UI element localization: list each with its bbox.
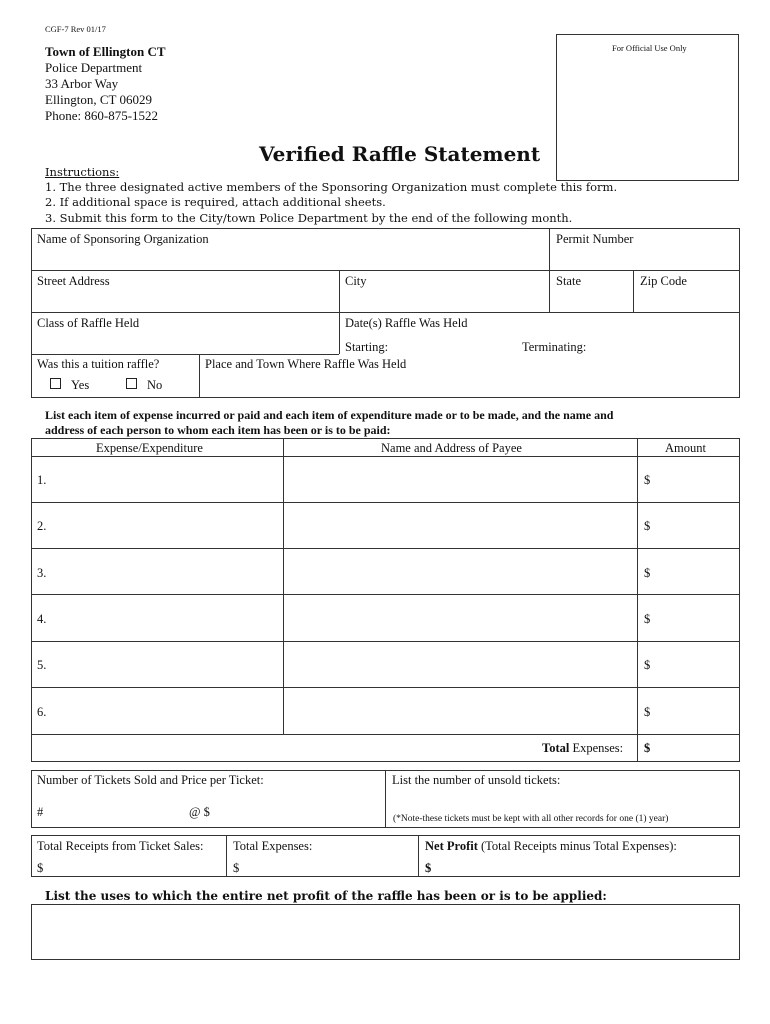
payee-field[interactable] — [284, 642, 636, 686]
net-profit-currency: $ — [425, 861, 432, 875]
street-address-label: Street Address — [37, 274, 110, 288]
raffle-class-field[interactable] — [32, 332, 338, 353]
state-label: State — [556, 274, 581, 288]
currency-symbol: $ — [644, 473, 651, 487]
expense-instruction-line-1: List each item of expense incurred or paid and each item of expenditure made or to be made, and the name and — [45, 408, 614, 422]
expenses-currency: $ — [233, 861, 240, 875]
expense-field[interactable] — [52, 503, 282, 547]
expense-field[interactable] — [52, 457, 282, 501]
zip-code-field[interactable] — [634, 290, 739, 311]
amount-field[interactable] — [655, 549, 739, 593]
row-number: 4. — [37, 612, 47, 626]
tickets-sold-field[interactable] — [48, 800, 173, 822]
amount-field[interactable] — [655, 503, 739, 547]
row-number: 5. — [37, 658, 47, 672]
phone: Phone: 860-875-1522 — [45, 108, 159, 123]
amount-field[interactable] — [655, 642, 739, 686]
payee-field[interactable] — [284, 595, 636, 640]
unsold-tickets-note: (*Note-these tickets must be kept with all other records for one (1) year) — [393, 814, 669, 824]
raffle-place-field[interactable] — [200, 373, 739, 397]
row-number: 2. — [37, 519, 47, 533]
payee-field[interactable] — [284, 457, 636, 501]
currency-symbol: $ — [644, 519, 651, 533]
street-address-field[interactable] — [32, 290, 338, 311]
expense-instruction-line-2: address of each person to whom each item has been or is to be paid: — [45, 423, 391, 437]
starting-date-field[interactable] — [395, 336, 515, 354]
org-name-label: Name of Sponsoring Organization — [37, 232, 209, 246]
payee-field[interactable] — [284, 549, 636, 593]
payee-field[interactable] — [284, 503, 636, 547]
permit-number-label: Permit Number — [556, 232, 634, 246]
total-expenses-summary-field[interactable] — [244, 856, 416, 876]
org-name-field[interactable] — [32, 248, 548, 269]
net-profit-label: Net Profit (Total Receipts minus Total Expenses): — [425, 839, 677, 853]
receipts-currency: $ — [37, 861, 44, 875]
instruction-item-3: 3. Submit this form to the City/town Police Department by the end of the following month. — [45, 211, 573, 225]
city-state-zip: Ellington, CT 06029 — [45, 92, 153, 107]
unsold-tickets-field[interactable] — [387, 790, 739, 810]
total-expenses-field[interactable] — [655, 736, 739, 761]
currency-symbol: $ — [644, 705, 651, 719]
total-receipts-field[interactable] — [48, 856, 224, 876]
ticket-count-hash: # — [37, 805, 44, 819]
department: Police Department — [45, 60, 143, 75]
amount-field[interactable] — [655, 688, 739, 733]
page-title: Verified Raffle Statement — [259, 142, 541, 166]
payee-column-header: Name and Address of Payee — [381, 441, 522, 455]
no-checkbox[interactable] — [126, 378, 137, 389]
total-currency-symbol: $ — [644, 741, 651, 755]
expense-field[interactable] — [52, 595, 282, 640]
form-code: CGF-7 Rev 01/17 — [45, 24, 106, 34]
instructions-heading: Instructions: — [45, 165, 120, 179]
total-receipts-label: Total Receipts from Ticket Sales: — [37, 839, 204, 853]
ticket-price-field[interactable] — [212, 800, 382, 822]
raffle-class-label: Class of Raffle Held — [37, 316, 140, 330]
starting-date-label: Starting: — [345, 340, 389, 354]
row-number: 3. — [37, 566, 47, 580]
currency-symbol: $ — [644, 612, 651, 626]
instruction-item-1: 1. The three designated active members of the Sponsoring Organization must complete this form. — [45, 180, 618, 194]
raffle-dates-label: Date(s) Raffle Was Held — [345, 316, 468, 330]
ticket-price-at: @ $ — [189, 805, 210, 819]
expense-field[interactable] — [52, 688, 282, 733]
terminating-date-label: Terminating: — [522, 340, 587, 354]
yes-label: Yes — [71, 378, 90, 392]
zip-code-label: Zip Code — [640, 274, 687, 288]
net-profit-field[interactable] — [436, 856, 738, 876]
net-profit-uses-label: List the uses to which the entire net profit of the raffle has been or is to be applied: — [45, 889, 607, 903]
unsold-tickets-label: List the number of unsold tickets: — [392, 773, 561, 787]
tuition-raffle-label: Was this a tuition raffle? — [37, 357, 160, 371]
city-field[interactable] — [340, 290, 548, 311]
official-use-label: For Official Use Only — [612, 43, 687, 53]
expense-field[interactable] — [52, 642, 282, 686]
row-number: 6. — [37, 705, 47, 719]
currency-symbol: $ — [644, 658, 651, 672]
raffle-place-label: Place and Town Where Raffle Was Held — [205, 357, 407, 371]
yes-checkbox[interactable] — [50, 378, 61, 389]
street-address-text: 33 Arbor Way — [45, 76, 119, 91]
row-number: 1. — [37, 473, 47, 487]
terminating-date-field[interactable] — [596, 336, 736, 354]
net-profit-uses-field[interactable] — [31, 904, 740, 960]
town-name: Town of Ellington CT — [45, 44, 166, 59]
instruction-item-2: 2. If additional space is required, attach additional sheets. — [45, 195, 386, 209]
payee-field[interactable] — [284, 688, 636, 733]
state-field[interactable] — [550, 290, 632, 311]
amount-column-header: Amount — [665, 441, 706, 455]
currency-symbol: $ — [644, 566, 651, 580]
expense-field[interactable] — [52, 549, 282, 593]
total-expenses-summary-label: Total Expenses: — [233, 839, 313, 853]
tickets-sold-label: Number of Tickets Sold and Price per Ticket: — [37, 773, 264, 787]
city-label: City — [345, 274, 367, 288]
official-use-box — [556, 34, 739, 181]
no-label: No — [147, 378, 163, 392]
expense-column-header: Expense/Expenditure — [96, 441, 203, 455]
total-expenses-label: Total Expenses: — [542, 741, 624, 755]
permit-number-field[interactable] — [550, 248, 739, 269]
amount-field[interactable] — [655, 457, 739, 501]
amount-field[interactable] — [655, 595, 739, 640]
